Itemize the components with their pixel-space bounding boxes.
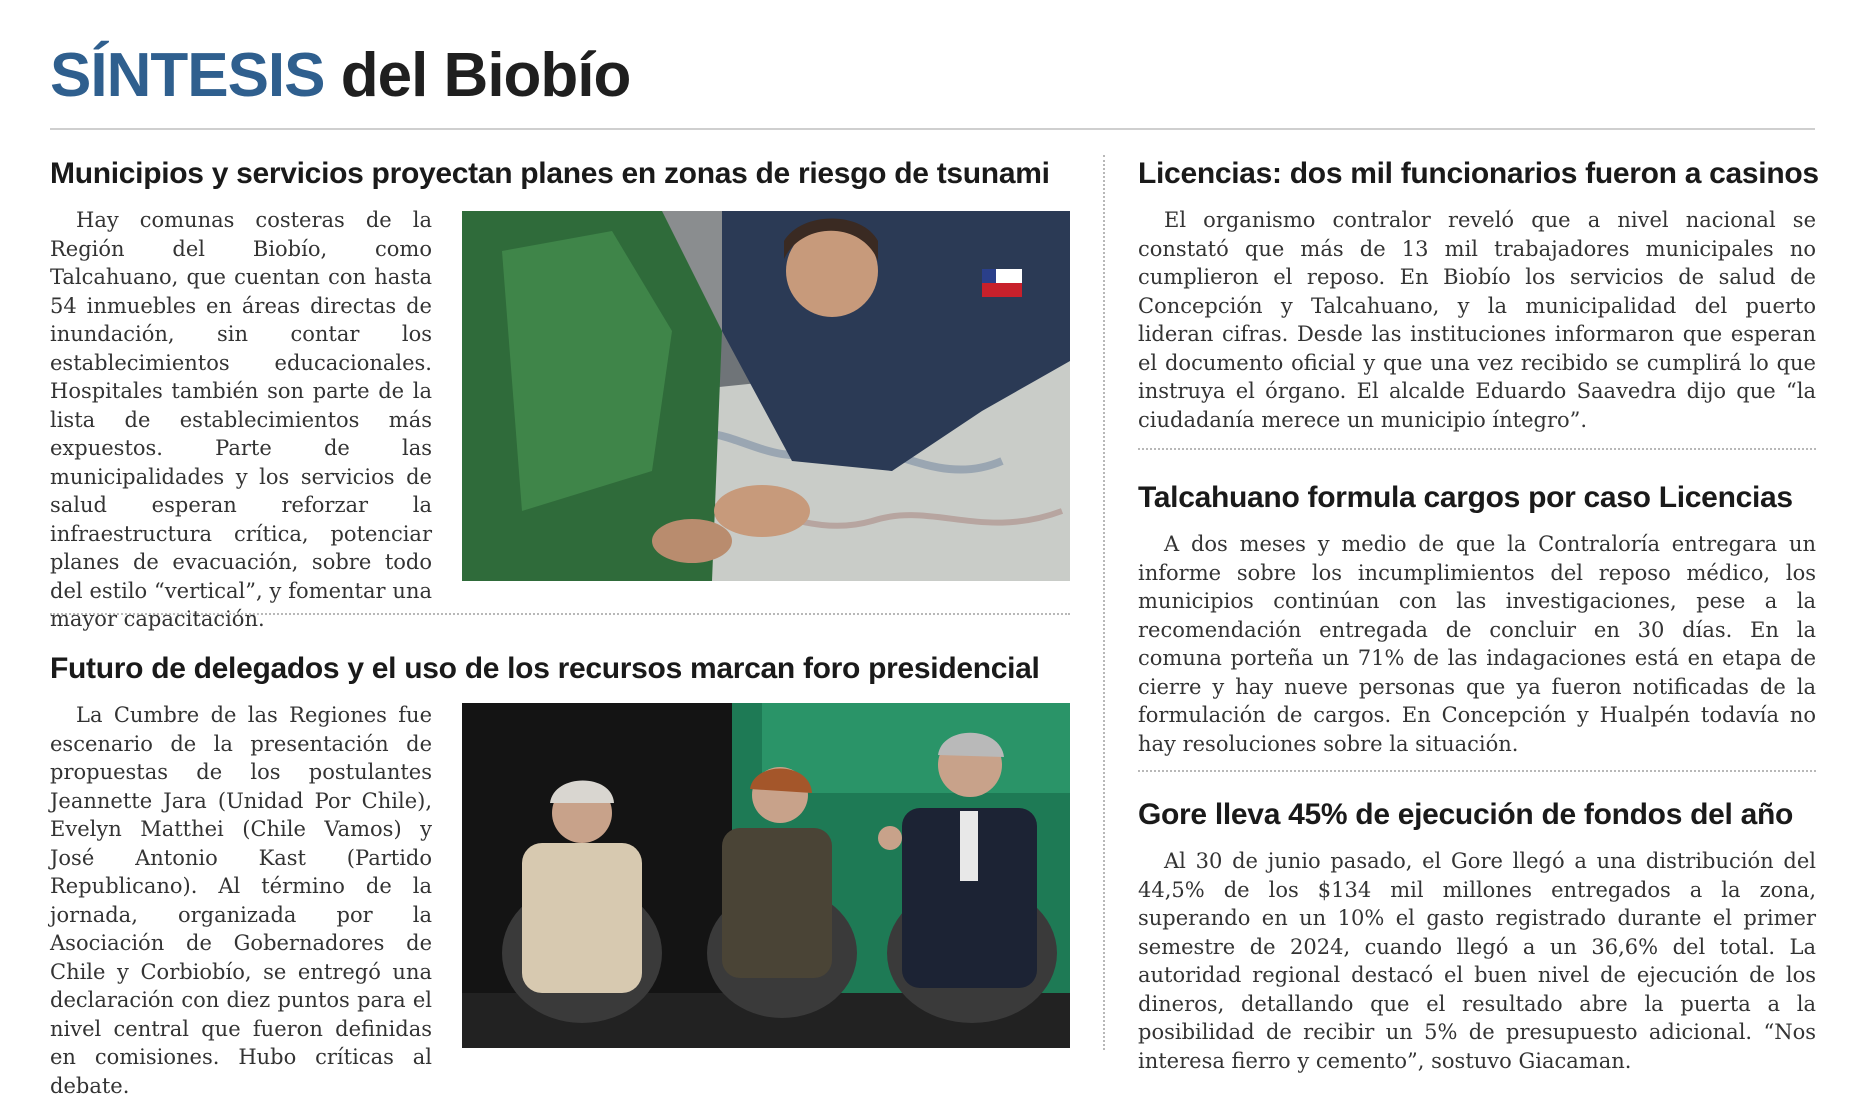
story-delegados-headline: Futuro de delegados y el uso de los recursos marcan foro presidencial xyxy=(50,652,1040,685)
story-licencias-headline: Licencias: dos mil funcionarios fueron a casinos xyxy=(1138,157,1819,190)
masthead-rule xyxy=(50,128,1815,130)
story-tsunami-headline: Municipios y servicios proyectan planes en zonas de riesgo de tsunami xyxy=(50,157,1050,190)
story-talcahuano xyxy=(1138,479,1816,517)
tsunami-map-photo xyxy=(462,211,1070,581)
story-licencias-body: El organismo contralor reveló que a nivel nacional se constató que más de 13 mil trabajadores municipales no cumplieron el reposo. En Biobío los servicios de salud de Concepción y Talcahuano, y la municipalidad del puerto lideran cifras. Desde las instituciones informaron que esperan el documento oficial y que una vez recibido se cumplirá lo que instruya el órgano. El alcalde Eduardo Saavedra dijo que “la ciudadanía merece un municipio íntegro”. xyxy=(1138,208,1816,432)
story-gore-headline: Gore lleva 45% de ejecución de fondos del año xyxy=(1138,798,1794,831)
divider-right-1 xyxy=(1138,448,1816,450)
masthead-biobio: del Biobío xyxy=(340,41,631,110)
story-gore xyxy=(1138,796,1816,834)
story-tsunami-body: Hay comunas costeras de la Región del Biobío, como Talcahuano, que cuentan con hasta 54 inmuebles en áreas directas de inundación, sin contar los establecimientos educacionales. Hospitales también son parte de la lista de establecimientos más expuestos. Parte de las municipalidades y los servicios de salud esperan reforzar la infraestructura crítica, potenciar planes de evacuación, sobre todo del estilo “vertical”, y fomentar una mayor capacitación. xyxy=(50,208,432,631)
story-gore-body: Al 30 de junio pasado, el Gore llegó a una distribución del 44,5% de los $134 mil millones entregados a la zona, superando en un 10% el gasto registrado durante el primer semestre de 2024, cuando llegó a un 36,6% del total. La autoridad regional destacó el buen nivel de ejecución de los dineros, detallando que el resultado abre la puerta a la posibilidad de recibir un 5% de presupuesto adicional. “Nos interesa fierro y cemento”, sostuvo Giacaman. xyxy=(1138,849,1816,1073)
story-delegados xyxy=(50,650,1070,688)
masthead-sintesis: SÍNTESIS xyxy=(50,41,325,110)
forum-candidates-photo xyxy=(462,703,1070,1048)
masthead xyxy=(50,40,630,111)
column-divider xyxy=(1103,155,1105,1050)
divider-right-2 xyxy=(1138,770,1816,772)
story-talcahuano-headline: Talcahuano formula cargos por caso Licencias xyxy=(1138,481,1793,514)
story-licencias xyxy=(1138,155,1819,193)
story-delegados-body: La Cumbre de las Regiones fue escenario de la presentación de propuestas de los postulantes Jeannette Jara (Unidad Por Chile), Evelyn Matthei (Chile Vamos) y José Antonio Kast (Partido Republicano). Al término de la jornada, organizada por la Asociación de Gobernadores de Chile y Corbiobío, se entregó una declaración con diez puntos para el nivel central que fueron definidas en comisiones. Hubo críticas al debate. xyxy=(50,703,432,1098)
story-talcahuano-body: A dos meses y medio de que la Contraloría entregara un informe sobre los incumplimientos del reposo médico, los municipios continúan con las investigaciones, pese a la recomendación entregada de concluir en 30 días. En la comuna porteña un 71% de las indagaciones está en etapa de cierre y hay nueve personas que ya fueron notificadas de la formulación de cargos. En Concepción y Hualpén todavía no hay resoluciones sobre la situación. xyxy=(1138,532,1816,756)
story-tsunami xyxy=(50,155,1070,193)
